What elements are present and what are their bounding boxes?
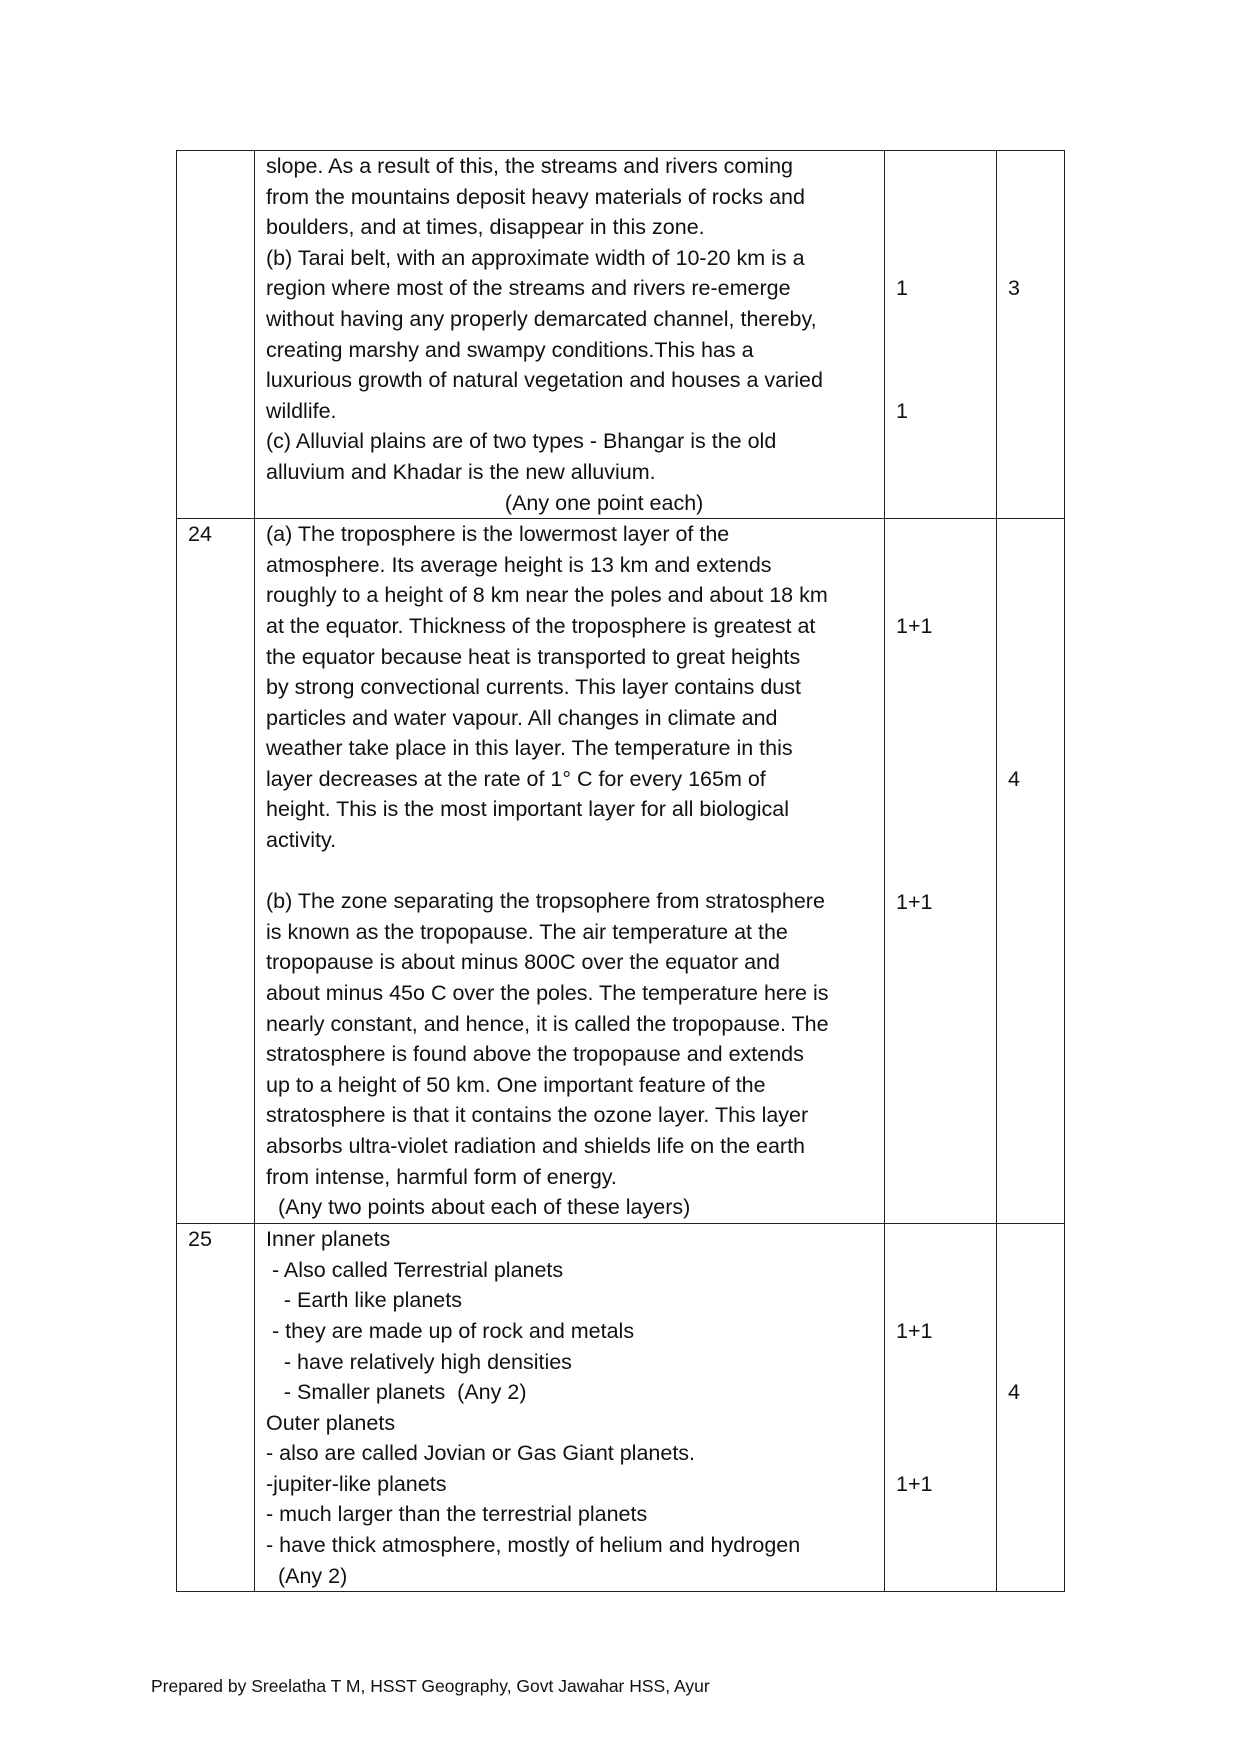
answer-line: nearly constant, and hence, it is called the tropopause. The	[266, 1011, 829, 1036]
answer-line: (b) The zone separating the tropsophere from stratosphere	[266, 889, 825, 914]
answer-line: (Any one point each)	[266, 490, 704, 515]
question-number: 24	[188, 522, 212, 547]
answer-line: boulders, and at times, disappear in this zone.	[266, 215, 705, 240]
total-value: 4	[1008, 1380, 1020, 1405]
total-cell	[997, 519, 1065, 1224]
answer-line: wildlife.	[266, 398, 337, 423]
answer-line: tropopause is about minus 800C over the equator and	[266, 950, 780, 975]
question-number-cell	[177, 1224, 255, 1592]
mark-value: 1+1	[896, 1319, 933, 1344]
answer-line: - have thick atmosphere, mostly of helium and hydrogen	[266, 1533, 801, 1558]
answer-line: is known as the tropopause. The air temperature at the	[266, 919, 788, 944]
answer-line: (Any 2)	[266, 1563, 348, 1588]
question-number: 25	[188, 1227, 212, 1252]
answer-cell	[255, 151, 885, 519]
marks-cell	[885, 151, 997, 519]
answer-line: (c) Alluvial plains are of two types - Bhangar is the old	[266, 429, 777, 454]
mark-value: 1+1	[896, 1472, 933, 1497]
answer-line: stratosphere is found above the tropopause and extends	[266, 1042, 804, 1067]
answer-line: (a) The troposphere is the lowermost layer of the	[266, 522, 730, 547]
answer-key-table	[176, 150, 1065, 1592]
answer-line: - Smaller planets (Any 2)	[266, 1380, 527, 1405]
answer-line: Inner planets	[266, 1227, 391, 1252]
answer-line: at the equator. Thickness of the troposphere is greatest at	[266, 613, 816, 638]
answer-line: about minus 45o C over the poles. The temperature here is	[266, 981, 829, 1006]
answer-line: layer decreases at the rate of 1° C for every 165m of	[266, 766, 766, 791]
answer-line: the equator because heat is transported to great heights	[266, 644, 801, 669]
answer-line: without having any properly demarcated channel, thereby,	[266, 306, 817, 331]
total-cell	[997, 1224, 1065, 1592]
page-footer: Prepared by Sreelatha T M, HSST Geography, Govt Jawahar HSS, Ayur	[151, 1676, 710, 1696]
mark-value: 1	[896, 276, 908, 300]
answer-line: - have relatively high densities	[266, 1349, 572, 1374]
mark-value: 1	[896, 399, 908, 423]
answer-line: alluvium and Khadar is the new alluvium.	[266, 459, 656, 484]
answer-line: slope. As a result of this, the streams and rivers coming	[266, 154, 793, 178]
answer-line: weather take place in this layer. The temperature in this	[266, 736, 793, 761]
answer-line: activity.	[266, 828, 337, 853]
answer-line: particles and water vapour. All changes in climate and	[266, 705, 778, 730]
total-value: 3	[1008, 276, 1020, 300]
answer-line: - Earth like planets	[266, 1288, 462, 1313]
answer-line: -jupiter-like planets	[266, 1471, 447, 1496]
marks-cell	[885, 1224, 997, 1592]
answer-cell	[255, 1224, 885, 1592]
answer-line: Outer planets	[266, 1410, 396, 1435]
answer-line: roughly to a height of 8 km near the poles and about 18 km	[266, 583, 828, 608]
answer-line: from the mountains deposit heavy materials of rocks and	[266, 184, 805, 209]
table-row	[177, 151, 1065, 519]
answer-line: - also are called Jovian or Gas Giant planets.	[266, 1441, 696, 1466]
answer-line: - Also called Terrestrial planets	[266, 1257, 564, 1282]
answer-cell	[255, 519, 885, 1224]
answer-line: stratosphere is that it contains the ozone layer. This layer	[266, 1103, 809, 1128]
answer-line: atmosphere. Its average height is 13 km and extends	[266, 552, 772, 577]
question-number-cell	[177, 151, 255, 519]
mark-value: 1+1	[896, 890, 933, 915]
answer-line: - they are made up of rock and metals	[266, 1318, 635, 1343]
table-row	[177, 519, 1065, 1224]
total-cell	[997, 151, 1065, 519]
answer-line: up to a height of 50 km. One important feature of the	[266, 1072, 766, 1097]
answer-line: luxurious growth of natural vegetation and houses a varied	[266, 368, 823, 393]
answer-line: from intense, harmful form of energy.	[266, 1164, 617, 1189]
question-number-cell	[177, 519, 255, 1224]
answer-line: (Any two points about each of these layers)	[266, 1195, 691, 1220]
marks-cell	[885, 519, 997, 1224]
mark-value: 1+1	[896, 614, 933, 639]
answer-line: creating marshy and swampy conditions.This has a	[266, 337, 754, 362]
answer-line: absorbs ultra-violet radiation and shields life on the earth	[266, 1134, 806, 1158]
total-value: 4	[1008, 767, 1020, 792]
answer-line: - much larger than the terrestrial planets	[266, 1502, 648, 1527]
blank-line	[266, 856, 873, 887]
answer-line: (b) Tarai belt, with an approximate width of 10-20 km is a	[266, 245, 805, 270]
answer-line: by strong convectional currents. This layer contains dust	[266, 675, 801, 700]
answer-line: height. This is the most important layer for all biological	[266, 797, 790, 822]
table-row	[177, 1224, 1065, 1592]
answer-line: region where most of the streams and rivers re-emerge	[266, 276, 791, 301]
